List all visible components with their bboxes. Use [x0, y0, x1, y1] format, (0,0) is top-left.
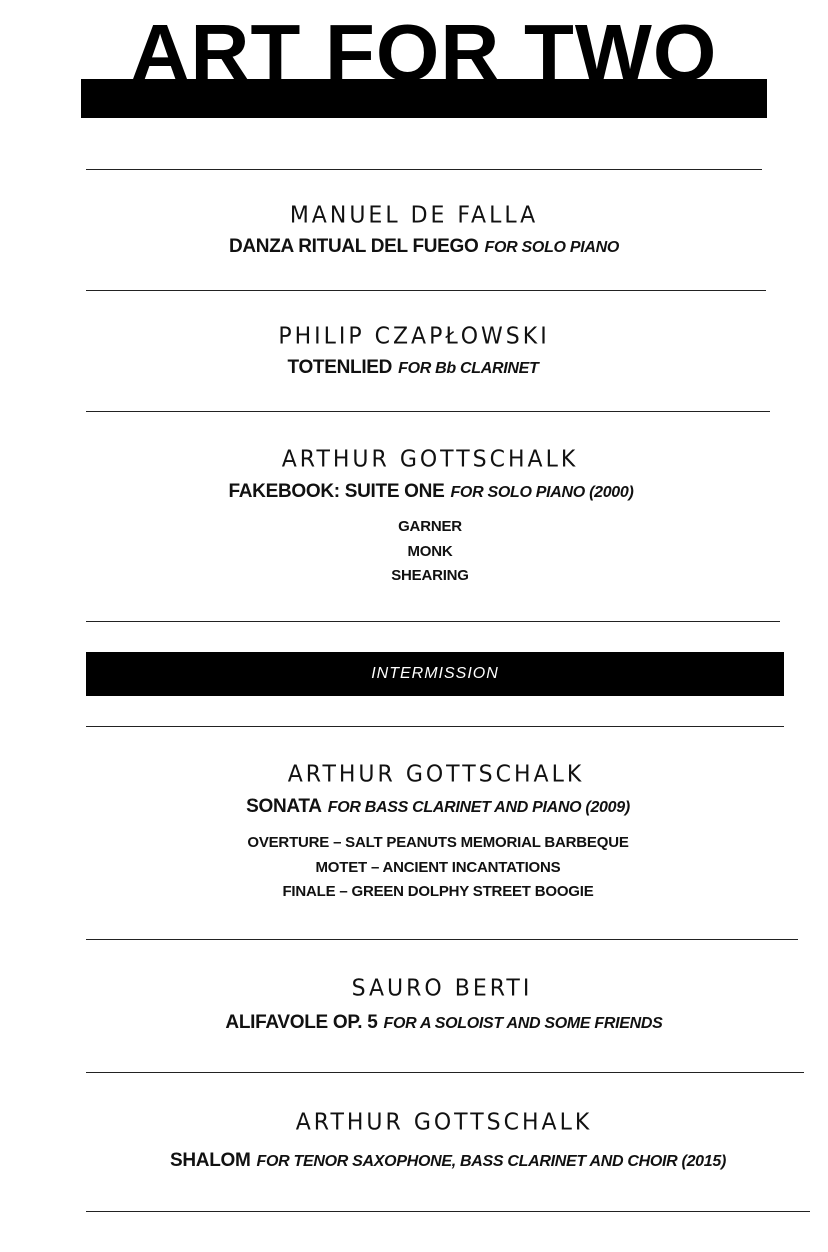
work-instrumentation: FOR BASS CLARINET AND PIANO (2009)	[327, 799, 630, 816]
work-title: TOTENLIED	[287, 357, 393, 378]
program-title: ART FOR TWO	[130, 8, 718, 97]
divider	[86, 939, 798, 940]
work-instrumentation: FOR TENOR SAXOPHONE, BASS CLARINET AND CHOIR (2015)	[256, 1153, 727, 1170]
movement-list	[24, 831, 828, 905]
work-title: SONATA	[246, 796, 322, 817]
work-line	[0, 357, 827, 379]
work-instrumentation: FOR Bb CLARINET	[398, 360, 539, 377]
movement-item: GARNER	[398, 518, 462, 535]
divider	[86, 169, 762, 170]
movement-item: OVERTURE – SALT PEANUTS MEMORIAL BARBEQUE	[247, 834, 629, 851]
divider	[86, 726, 784, 727]
work-title: ALIFAVOLE OP. 5	[225, 1012, 378, 1033]
composer-name: ARTHUR GOTTSCHALK	[295, 1109, 593, 1136]
divider	[86, 411, 770, 412]
movement-item: SHEARING	[391, 567, 469, 584]
work-title: SHALOM	[169, 1150, 251, 1171]
composer-name: MANUEL DE FALLA	[289, 202, 539, 229]
movement-list	[16, 515, 828, 589]
divider	[86, 290, 766, 291]
work-instrumentation: FOR SOLO PIANO	[484, 239, 620, 256]
work-line	[17, 481, 828, 503]
work-line	[10, 236, 828, 258]
composer-name: ARTHUR GOTTSCHALK	[281, 446, 579, 473]
work-line	[30, 1012, 828, 1034]
work-instrumentation: FOR SOLO PIANO (2000)	[450, 484, 634, 501]
work-title: FAKEBOOK: SUITE ONE	[228, 481, 445, 502]
work-instrumentation: FOR A SOLOIST AND SOME FRIENDS	[383, 1015, 663, 1032]
work-line	[34, 1150, 828, 1172]
composer-name: ARTHUR GOTTSCHALK	[287, 761, 585, 788]
divider	[86, 1211, 810, 1212]
movement-item: MOTET – ANCIENT INCANTATIONS	[315, 858, 561, 876]
work-title: DANZA RITUAL DEL FUEGO	[228, 236, 479, 257]
divider	[86, 1072, 804, 1073]
composer-name: PHILIP CZAPŁOWSKI	[278, 323, 550, 350]
divider	[86, 621, 780, 622]
movement-item: FINALE – GREEN DOLPHY STREET BOOGIE	[282, 883, 594, 900]
composer-name: SAURO BERTI	[351, 975, 533, 1002]
intermission-banner: INTERMISSION	[86, 652, 784, 696]
movement-item: MONK	[407, 542, 453, 560]
work-line	[24, 796, 828, 818]
